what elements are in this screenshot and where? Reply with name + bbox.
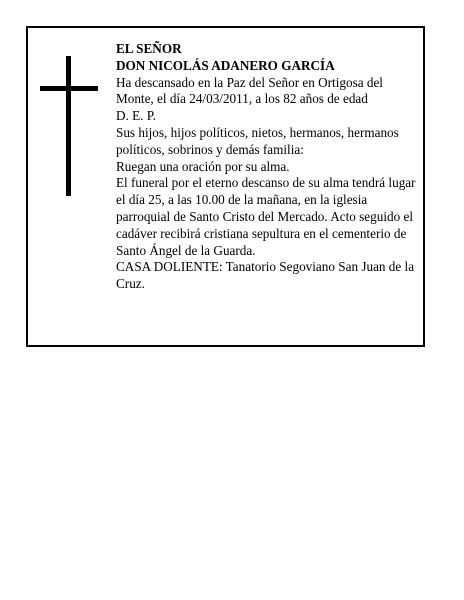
cross-horizontal-bar — [40, 86, 98, 91]
family-text: Sus hijos, hijos políticos, nietos, hermanos, hermanos políticos, sobrinos y demás familia: — [116, 124, 399, 157]
cross-vertical-bar — [66, 56, 71, 196]
prayer-text: Ruegan una oración por su alma. — [116, 158, 290, 174]
rip-text: D. E. P. — [116, 108, 156, 124]
obituary-notice — [26, 26, 425, 347]
funeral-text: El funeral por el eterno descanso de su alma tendrá lugar el día 25, a las 10.00 de la mañana, en la iglesia parroquial de Santo Cristo del Mercado. Acto seguido el cadáver recibirá cristiana sepultura en el cementerio de Santo Ángel de la Guarda. — [116, 175, 416, 258]
announcement-text: Ha descansado en la Paz del Señor en Ortigosa del Monte, el día 24/03/2011, a los 82 años de edad — [116, 74, 383, 107]
notice-text — [116, 41, 416, 293]
title-line: EL SEÑOR — [116, 41, 182, 56]
cross-icon — [40, 56, 98, 196]
deceased-name: DON NICOLÁS ADANERO GARCÍA — [116, 57, 335, 73]
mourning-house-text: CASA DOLIENTE: Tanatorio Segoviano San Juan de la Cruz. — [116, 259, 415, 292]
